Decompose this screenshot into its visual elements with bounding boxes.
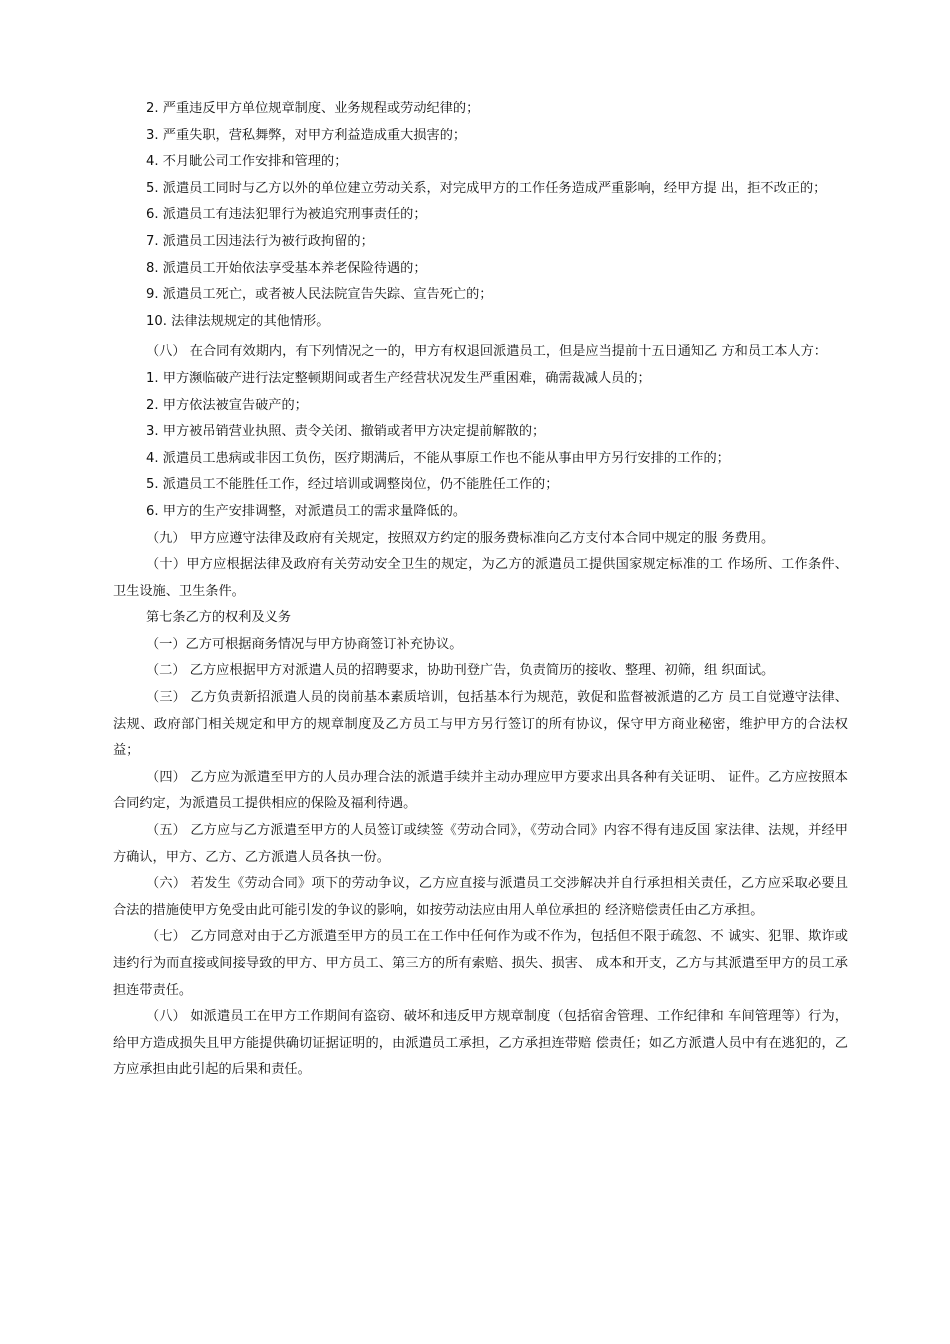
article-heading: 第七条乙方的权利及义务 bbox=[146, 610, 292, 626]
list-item: 6. 甲方的生产安排调整，对派遣员工的需求量降低的。 bbox=[146, 503, 467, 519]
list-item: 2. 严重违反甲方单位规章制度、业务规程或劳动纪律的； bbox=[146, 101, 480, 116]
clause-paragraph: （七） 乙方同意对由于乙方派遣至甲方的员工在工作中任何作为或不作为，包括但不限于疏忽、不 诚实、犯罪、欺诈或违约行为而直接或间接导致的甲方、甲方员工、第三方的所有索赔、损失、损害、 成本和开支，乙方与其派遣至甲方的员工承担连带责任。 bbox=[113, 929, 848, 998]
clause-paragraph: （一）乙方可根据商务情况与甲方协商签订补充协议。 bbox=[146, 636, 463, 652]
list-item: 4. 不月眦公司工作安排和管理的； bbox=[146, 154, 348, 170]
list-item: 7. 派遣员工因违法行为被行政拘留的； bbox=[146, 233, 374, 249]
clause-paragraph: （十）甲方应根据法律及政府有关劳动安全卫生的规定，为乙方的派遣员工提供国家规定标准的工 作场所、工作条件、卫生设施、卫生条件。 bbox=[113, 557, 848, 599]
list-item: 5. 派遣员工不能胜任工作，经过培训或调整岗位，仍不能胜任工作的； bbox=[146, 477, 559, 493]
clause-paragraph: （五） 乙方应与乙方派遣至甲方的人员签订或续签《劳动合同》，《劳动合同》内容不得有违反国 家法律、法规，并经甲方确认，甲方、乙方、乙方派遣人员各执一份。 bbox=[113, 823, 848, 865]
list-item: 6. 派遣员工有违法犯罪行为被追究刑事责任的； bbox=[146, 207, 427, 223]
list-item: 9. 派遣员工死亡，或者被人民法院宣告失踪、宣告死亡的； bbox=[146, 287, 493, 303]
clause-paragraph: （二） 乙方应根据甲方对派遣人员的招聘要求，协助刊登广告，负责简历的接收、整理、初筛，组 织面试。 bbox=[146, 663, 775, 679]
clause-paragraph: （四） 乙方应为派遣至甲方的人员办理合法的派遣手续并主动办理应甲方要求出具各种有关证明、 证件。乙方应按照本合同约定，为派遣员工提供相应的保险及福利待遇。 bbox=[113, 769, 848, 812]
list-item: 10. 法律法规规定的其他情形。 bbox=[146, 313, 330, 329]
list-item: 2. 甲方依法被宣告破产的； bbox=[146, 397, 308, 413]
clause-paragraph: （九） 甲方应遵守法律及政府有关规定，按照双方约定的服务费标准向乙方支付本合同中规定的服 务费用。 bbox=[146, 530, 775, 546]
clause-paragraph: （六） 若发生《劳动合同》项下的劳动争议，乙方应直接与派遣员工交涉解决并自行承担相关责任，乙方应采取必要且合法的措施使甲方免受由此可能引发的争议的影响，如按劳动法应由用人单位承担的 经济赔偿责任由乙方承担。 bbox=[113, 876, 848, 918]
list-item: 3. 严重失职，营私舞弊，对甲方利益造成重大损害的； bbox=[146, 127, 467, 143]
list-item: 5. 派遣员工同时与乙方以外的单位建立劳动关系，对完成甲方的工作任务造成严重影响，经甲方提 出，拒不改正的； bbox=[146, 180, 827, 196]
clause-paragraph: （八） 在合同有效期内，有下列情况之一的，甲方有权退回派遣员工，但是应当提前十五日通知乙 方和员工本人方： bbox=[146, 344, 827, 360]
list-item: 1. 甲方濒临破产进行法定整顿期间或者生产经营状况发生严重困难，确需裁减人员的； bbox=[146, 370, 651, 386]
list-item: 3. 甲方被吊销营业执照、责令关闭、撤销或者甲方决定提前解散的； bbox=[146, 424, 546, 440]
list-item: 8. 派遣员工开始依法享受基本养老保险待遇的； bbox=[146, 260, 427, 276]
list-item: 4. 派遣员工患病或非因工负伤，医疗期满后，不能从事原工作也不能从事由甲方另行安排的工作的； bbox=[146, 450, 730, 466]
clause-paragraph: （三） 乙方负责新招派遣人员的岗前基本素质培训，包括基本行为规范，敦促和监督被派遣的乙方 员工自觉遵守法律、法规、政府部门相关规定和甲方的规章制度及乙方员工与甲方另行签订的所有协议，保守甲方商业秘密，维护甲方的合法权益； bbox=[113, 690, 848, 759]
document-body bbox=[113, 96, 848, 1084]
clause-paragraph: （八） 如派遣员工在甲方工作期间有盗窃、破坏和违反甲方规章制度（包括宿舍管理、工作纪律和 车间管理等）行为，给甲方造成损失且甲方能提供确切证据证明的，由派遣员工承担，乙方承担连带赔 偿责任；如乙方派遣人员中有在逃犯的，乙方应承担由此引起的后果和责任。 bbox=[113, 1009, 848, 1078]
